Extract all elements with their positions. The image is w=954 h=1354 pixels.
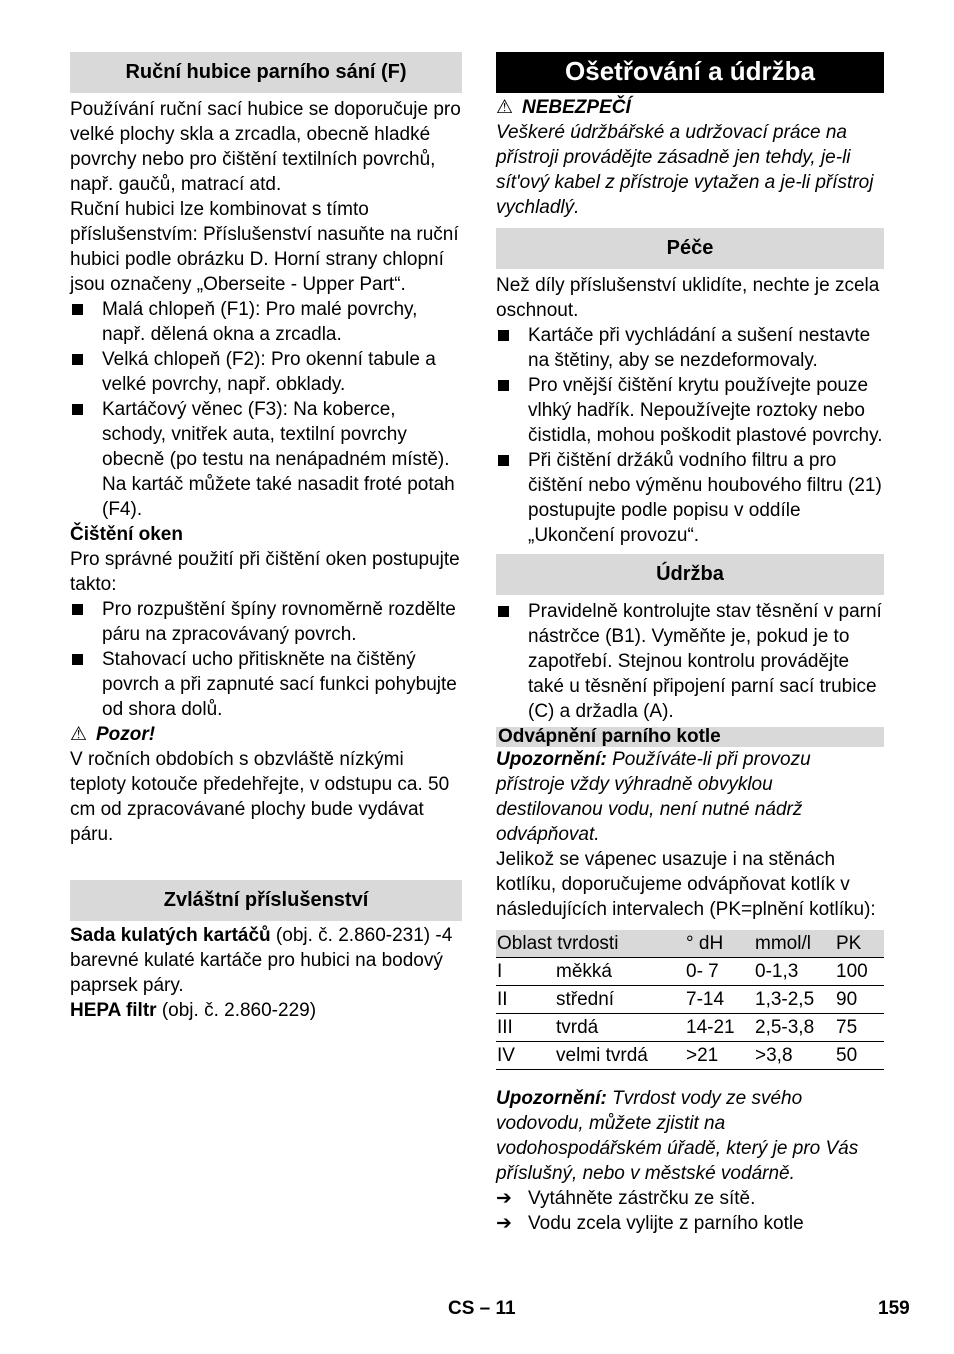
list-item: Pravidelně kontrolujte stav těsnění v parní nástrčce (B1). Vyměňte je, pokud je to zapotřebí. Stejnou kontrolu provádějte také u těsnění připojení parní sací trubice (C) a držadla (A). (496, 599, 884, 724)
square-bullet-icon (72, 304, 83, 315)
table-cell: >3,8 (754, 1042, 835, 1070)
note: Upozornění: Tvrdost vody ze svého vodovodu, můžete zjistit na vodohospodářském úřadě, který je pro Vás příslušný, nebo v městské vodárně. (496, 1088, 859, 1184)
arrow-right-icon: ➔ (496, 1213, 512, 1234)
table-cell: měkká (555, 958, 685, 986)
section-title-special-accessories: Zvláštní příslušenství (70, 880, 462, 921)
square-bullet-icon (72, 654, 83, 665)
square-bullet-icon (498, 455, 509, 466)
table-header-cell: Oblast tvrdosti (496, 930, 685, 958)
caution-heading: ⚠ Pozor! (70, 724, 156, 745)
table-cell: IV (496, 1042, 555, 1070)
accessory-item: HEPA filtr (obj. č. 2.860-229) (70, 1000, 317, 1021)
paragraph: Ruční hubici lze kombinovat s tímto příslušenstvím: Příslušenství nasuňte na ruční hubici podle obrázku D. Horní strany chlopní jsou označeny „Oberseite - Upper Part“. (70, 199, 459, 295)
page-number: 159 (878, 1298, 910, 1319)
paragraph: Pro správné použití při čištění oken postupujte takto: (70, 549, 460, 595)
list-item-continuation: Na kartáč můžete také nasadit froté potah (F4). (102, 474, 455, 520)
subheading-window-cleaning: Čištění oken (70, 524, 183, 545)
table-cell: 0-1,3 (754, 958, 835, 986)
section-title-maintenance: Údržba (496, 554, 884, 595)
list-item: Velká chlopeň (F2): Pro okenní tabule a velké povrchy, např. obklady. (70, 347, 462, 397)
table-cell: 100 (835, 958, 884, 986)
list-item: Malá chlopeň (F1): Pro malé povrchy, např. dělená okna a zrcadla. (70, 297, 462, 347)
warning-triangle-icon: ⚠ (70, 724, 88, 745)
table-header-cell: mmol/l (754, 930, 835, 958)
paragraph: Jelikož se vápenec usazuje i na stěnách kotlíku, doporučujeme odvápňovat kotlík v následujících intervalech (PK=plnění kotlíku): (496, 849, 876, 920)
table-header-cell: ° dH (685, 930, 754, 958)
table-header-cell: PK (835, 930, 884, 958)
table-cell: I (496, 958, 555, 986)
caution-text: V ročních obdobích s obzvláště nízkými teploty kotouče předehřejte, v odstupu ca. 50 cm od zpracovávané plochy bude vydávat páru. (70, 749, 450, 845)
note: Upozornění: Používáte-li při provozu přístroje vždy výhradně obvyklou destilovanou vodu, není nutné nádrž odvápňovat. (496, 749, 811, 845)
table-cell: 7-14 (685, 986, 754, 1014)
danger-heading: ⚠ NEBEZPEČÍ (496, 97, 631, 118)
main-section-title: Ošetřování a údržba (496, 52, 884, 93)
list-item: Při čištění držáků vodního filtru a pro čištění nebo výměnu houbového filtru (21) postupujte podle popisu v oddíle „Ukončení provozu“. (496, 448, 884, 548)
list-item: Pro vnější čištění krytu používejte pouze vlhký hadřík. Nepoužívejte roztoky nebo čistidla, mohou poškodit plastové povrchy. (496, 373, 884, 448)
list-item: Stahovací ucho přitiskněte na čištěný povrch a při zapnuté sací funkci pohybujte od shora dolů. (70, 647, 462, 722)
table-row (496, 986, 884, 1014)
square-bullet-icon (498, 330, 509, 341)
water-hardness-table (496, 930, 884, 1070)
table-row (496, 1014, 884, 1042)
table-cell: 50 (835, 1042, 884, 1070)
paragraph: Než díly příslušenství uklidíte, nechte je zcela oschnout. (496, 275, 880, 321)
accessory-item: Sada kulatých kartáčů (obj. č. 2.860-231) -4 barevné kulaté kartáče pro hubici na bodový paprsek páry. (70, 925, 453, 996)
list-item: Pro rozpuštění špíny rovnoměrně rozdělte páru na zpracovávaný povrch. (70, 597, 462, 647)
footer-section-label: CS – 11 (448, 1298, 516, 1319)
right-column (496, 52, 884, 1236)
section-title-care: Péče (496, 228, 884, 269)
table-cell: 75 (835, 1014, 884, 1042)
step-item: ➔ Vytáhněte zástrčku ze sítě. (496, 1188, 756, 1209)
list-item: Kartáčový věnec (F3): Na koberce, schody, vnitřek auta, textilní povrchy obecně (po testu na nenápadném místě). (70, 397, 462, 472)
table-cell: tvrdá (555, 1014, 685, 1042)
list-item: Kartáče při vychládání a sušení nestavte na štětiny, aby se nezdeformovaly. (496, 323, 884, 373)
square-bullet-icon (498, 380, 509, 391)
table-header-row (496, 930, 884, 958)
table-cell: 0- 7 (685, 958, 754, 986)
warning-triangle-icon: ⚠ (496, 97, 514, 118)
arrow-right-icon: ➔ (496, 1188, 512, 1209)
table-cell: III (496, 1014, 555, 1042)
square-bullet-icon (72, 354, 83, 365)
table-cell: střední (555, 986, 685, 1014)
section-title-hand-nozzle: Ruční hubice parního sání (F) (70, 52, 462, 93)
subheading-descaling: Odvápnění parního kotle (496, 727, 884, 747)
square-bullet-icon (72, 604, 83, 615)
table-row (496, 958, 884, 986)
step-item: ➔ Vodu zcela vylijte z parního kotle (496, 1213, 804, 1234)
table-cell: >21 (685, 1042, 754, 1070)
danger-text: Veškeré údržbářské a udržovací práce na přístroji provádějte zásadně jen tehdy, je-li sít'ový kabel z přístroje vytažen a je-li přístroj vychladlý. (496, 122, 874, 218)
square-bullet-icon (72, 404, 83, 415)
table-cell: 1,3-2,5 (754, 986, 835, 1014)
left-column (70, 52, 462, 1023)
table-cell: 90 (835, 986, 884, 1014)
table-cell: II (496, 986, 555, 1014)
table-cell: 14-21 (685, 1014, 754, 1042)
table-cell: 2,5-3,8 (754, 1014, 835, 1042)
paragraph: Používání ruční sací hubice se doporučuje pro velké plochy skla a zrcadla, obecně hladké povrchy nebo pro čištění textilních povrchů, např. gaučů, matrací atd. (70, 99, 461, 195)
table-cell: velmi tvrdá (555, 1042, 685, 1070)
square-bullet-icon (498, 606, 509, 617)
table-row (496, 1042, 884, 1070)
